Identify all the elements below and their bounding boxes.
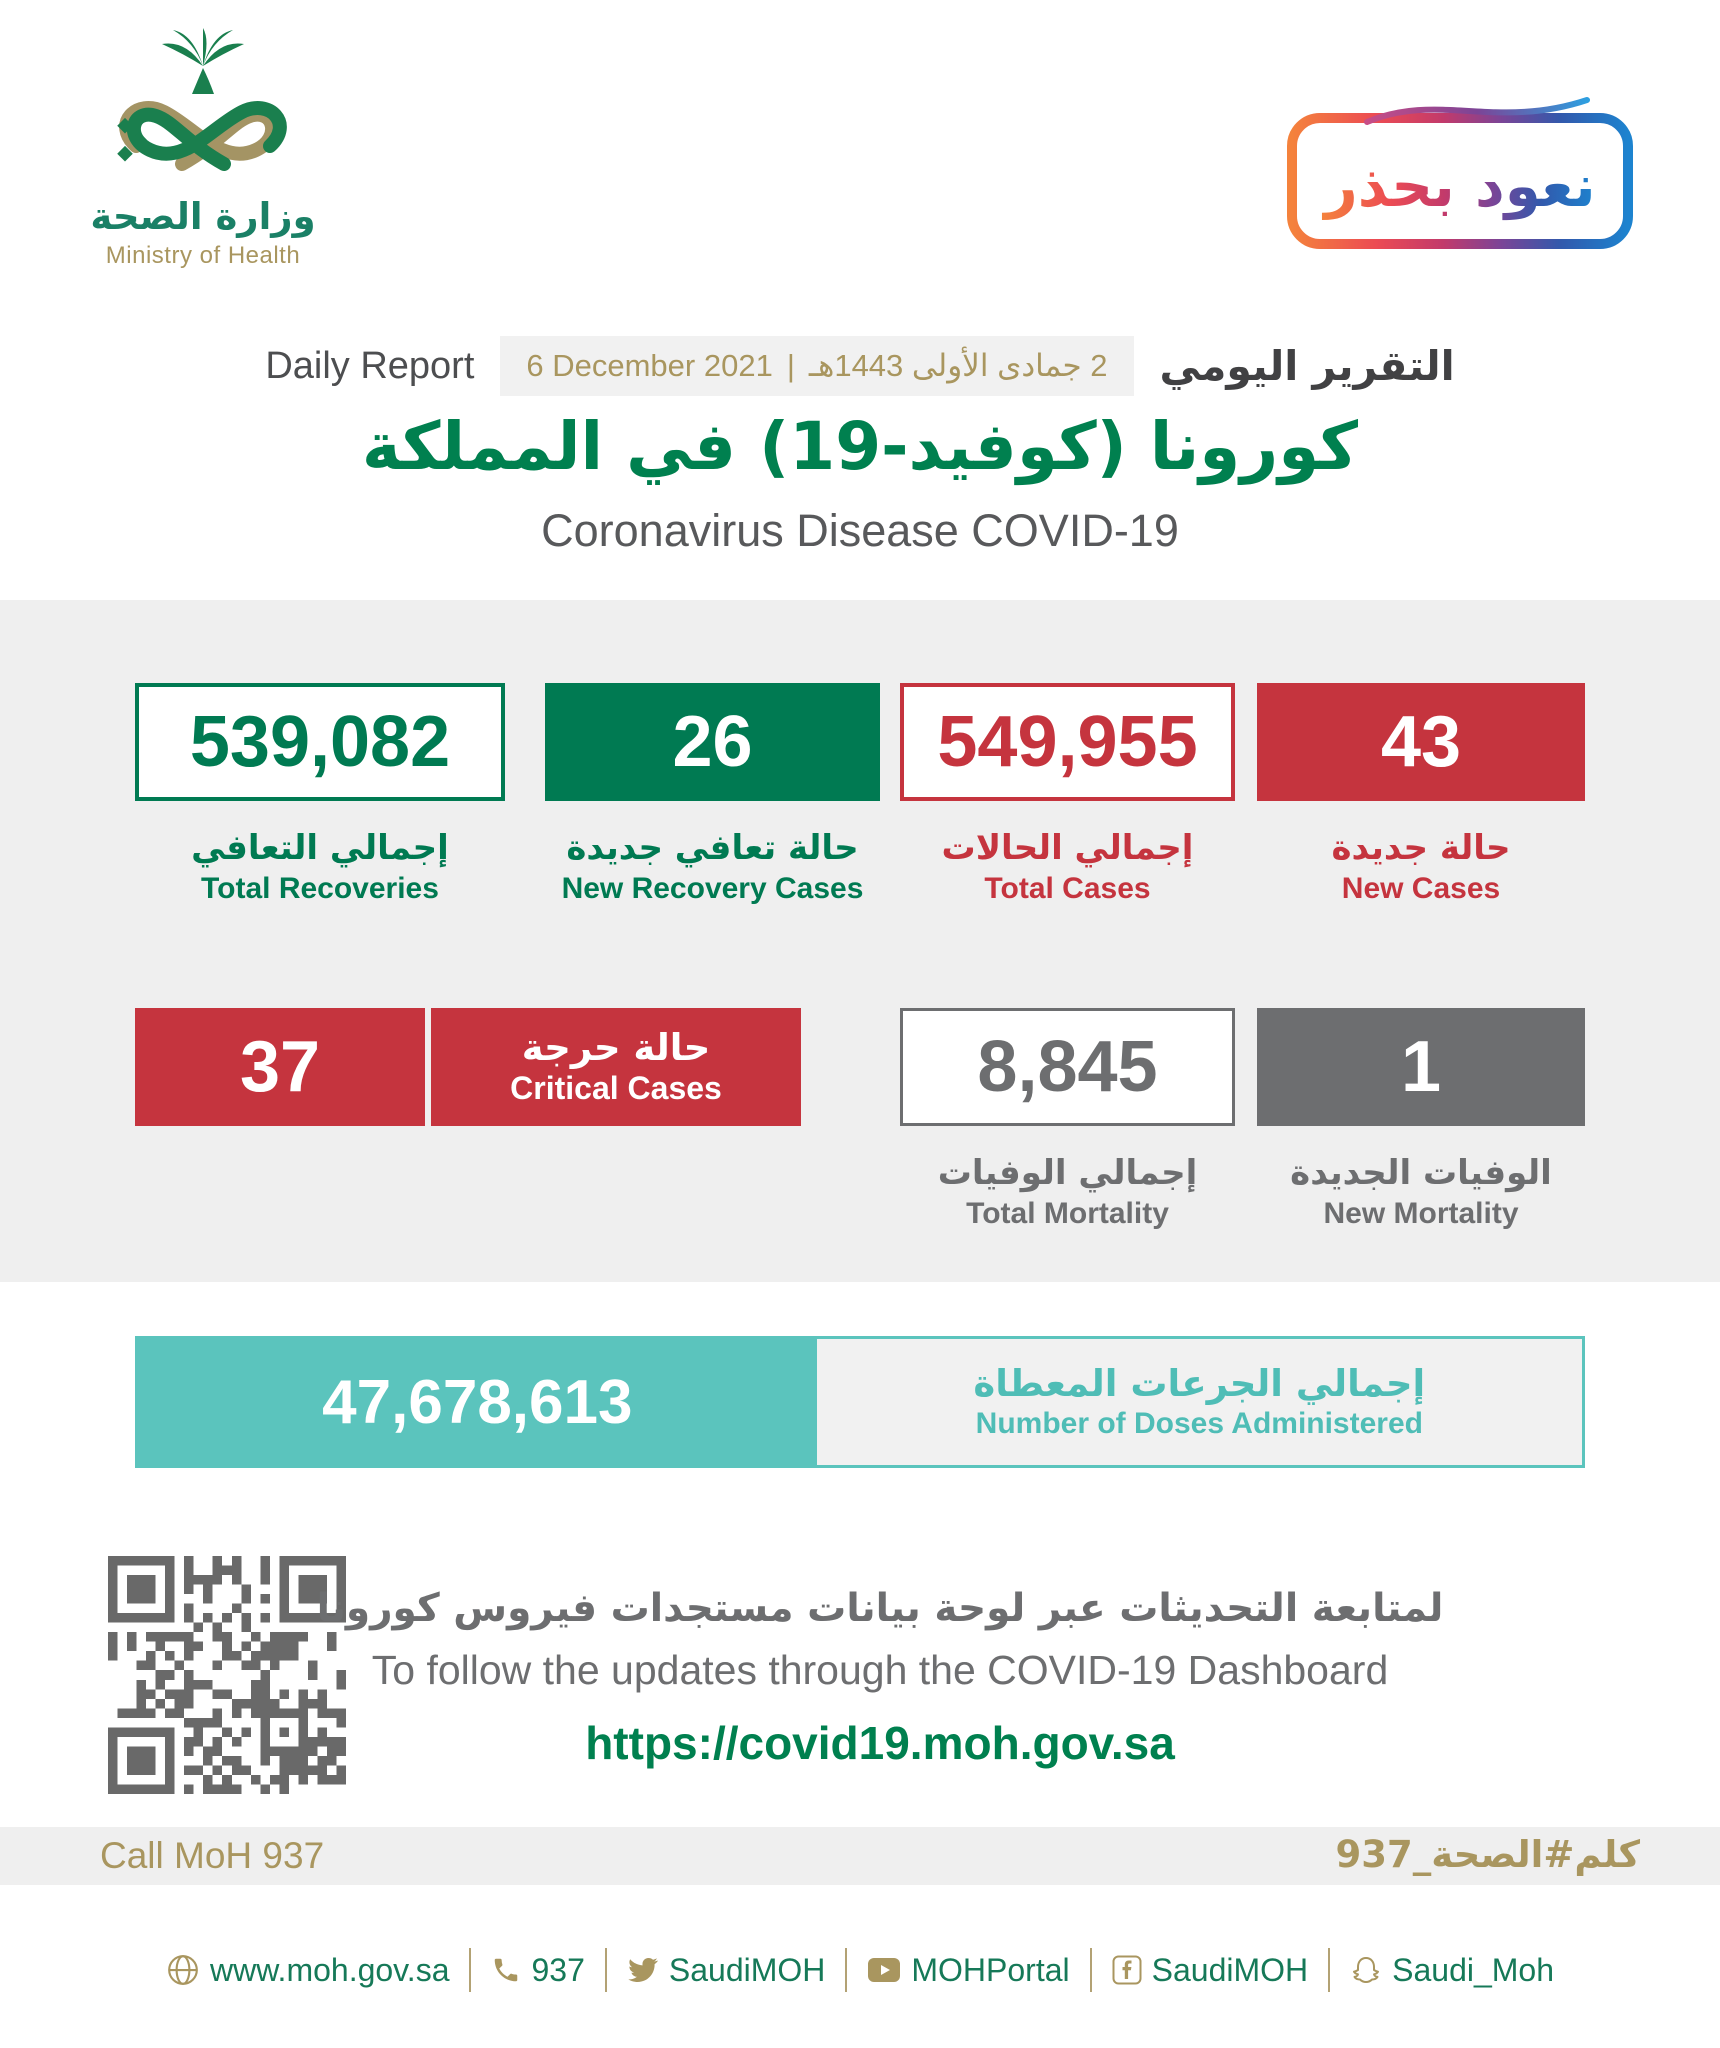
new-recoveries-value: 26: [545, 683, 880, 801]
twitter-icon: [627, 1954, 659, 1986]
new-mortality-label-ar: الوفيات الجديدة: [1290, 1153, 1552, 1193]
stats-panel: [0, 600, 1720, 1282]
ministry-name-arabic: وزارة الصحة: [90, 195, 316, 238]
footer-social-row: [0, 1948, 1720, 1992]
daily-report-english: Daily Report: [265, 344, 475, 387]
dashboard-url-link[interactable]: https://covid19.moh.gov.sa: [585, 1717, 1175, 1769]
badge-label: نعود بحذر: [1324, 152, 1596, 220]
snapchat-icon: [1350, 1954, 1382, 1986]
doses-value: 47,678,613: [138, 1339, 817, 1465]
new-recoveries-label-ar: حالة تعافي جديدة: [566, 828, 859, 868]
new-mortality-label-en: New Mortality: [1323, 1196, 1519, 1230]
doses-label-ar: إجمالي الجرعات المعطاة: [973, 1361, 1426, 1405]
date-separator: |: [786, 348, 795, 383]
page-title-arabic: كورونا (كوفيد-19) في المملكة: [361, 408, 1359, 485]
total-recoveries-value: 539,082: [135, 683, 505, 801]
stat-card-critical-label: [431, 1008, 801, 1126]
total-recoveries-label-en: Total Recoveries: [201, 871, 439, 905]
footer-separator: [469, 1948, 471, 1992]
moh-logo: [88, 28, 318, 270]
globe-icon: [166, 1953, 200, 1987]
footer-item-twitter[interactable]: [627, 1952, 826, 1989]
footer-snapchat-label: Saudi_Moh: [1392, 1951, 1555, 1988]
footer-separator: [605, 1948, 607, 1992]
footer-item-youtube[interactable]: [867, 1952, 1069, 1989]
total-mortality-label-en: Total Mortality: [966, 1196, 1169, 1230]
dashboard-note: [280, 1586, 1480, 1770]
call-moh-english: Call MoH 937: [100, 1835, 325, 1876]
footer-item-facebook[interactable]: [1112, 1952, 1309, 1989]
stat-card-new-recoveries: [545, 683, 880, 907]
doses-label-en: Number of Doses Administered: [975, 1407, 1423, 1441]
total-cases-label-ar: إجمالي الحالات: [941, 828, 1194, 868]
footer-separator: [1090, 1948, 1092, 1992]
total-cases-label-en: Total Cases: [984, 871, 1151, 905]
report-date-gregorian: 6 December 2021: [526, 348, 773, 383]
new-cases-label-ar: حالة جديدة: [1331, 828, 1511, 868]
stat-card-critical-value: [135, 1008, 425, 1126]
footer-item-phone[interactable]: [491, 1952, 584, 1989]
ministry-name-english: Ministry of Health: [105, 242, 301, 269]
stat-card-new-mortality: [1257, 1008, 1585, 1232]
new-mortality-value: 1: [1257, 1008, 1585, 1126]
critical-cases-value: 37: [135, 1008, 425, 1126]
new-cases-label-en: New Cases: [1341, 871, 1501, 905]
doses-bar: [135, 1336, 1585, 1468]
stat-card-new-cases: [1257, 683, 1585, 907]
return-with-caution-badge: [1282, 88, 1638, 256]
stat-card-total-cases: [900, 683, 1235, 907]
palm-tree-icon: [162, 28, 244, 94]
daily-report-arabic: التقرير اليومي: [1159, 342, 1455, 390]
youtube-icon: [867, 1957, 901, 1983]
doses-labels: [817, 1339, 1582, 1465]
new-recoveries-label-en: New Recovery Cases: [561, 871, 864, 905]
phone-icon: [491, 1955, 521, 1985]
footer-twitter-label: SaudiMOH: [668, 1951, 826, 1988]
call-moh-arabic-hashtag: كلم#الصحة_937: [1335, 1833, 1640, 1876]
footer-facebook-label: SaudiMOH: [1151, 1951, 1309, 1988]
facebook-icon: [1112, 1955, 1142, 1985]
stat-card-total-recoveries: [135, 683, 505, 907]
dashboard-note-ar: لمتابعة التحديثات عبر لوحة بيانات مستجدات فيروس كورونا: [316, 1586, 1444, 1631]
report-date-box: [500, 336, 1133, 396]
footer-separator: [1328, 1948, 1330, 1992]
footer-separator: [845, 1948, 847, 1992]
call-strip: [0, 1827, 1720, 1885]
total-cases-value: 549,955: [900, 683, 1235, 801]
critical-cases-label-en: Critical Cases: [510, 1070, 722, 1107]
footer-item-website[interactable]: [166, 1952, 450, 1989]
total-mortality-value: 8,845: [900, 1008, 1235, 1126]
report-date-hijri: 2 جمادى الأولى 1443هـ: [808, 348, 1108, 383]
stat-card-total-mortality: [900, 1008, 1235, 1232]
dashboard-note-en: To follow the updates through the COVID-19 Dashboard: [371, 1647, 1389, 1693]
footer-item-snapchat[interactable]: [1350, 1952, 1554, 1989]
total-recoveries-label-ar: إجمالي التعافي: [191, 828, 449, 868]
total-mortality-label-ar: إجمالي الوفيات: [937, 1153, 1198, 1193]
critical-cases-label-ar: حالة حرجة: [521, 1025, 711, 1069]
new-cases-value: 43: [1257, 683, 1585, 801]
page-title-english: Coronavirus Disease COVID-19: [541, 505, 1179, 556]
footer-phone-label: 937: [531, 1951, 585, 1988]
moh-emblem-icon: [98, 28, 308, 188]
report-header-row: [0, 336, 1720, 396]
footer-website-label: www.moh.gov.sa: [209, 1951, 450, 1988]
footer-youtube-label: MOHPortal: [911, 1951, 1070, 1988]
